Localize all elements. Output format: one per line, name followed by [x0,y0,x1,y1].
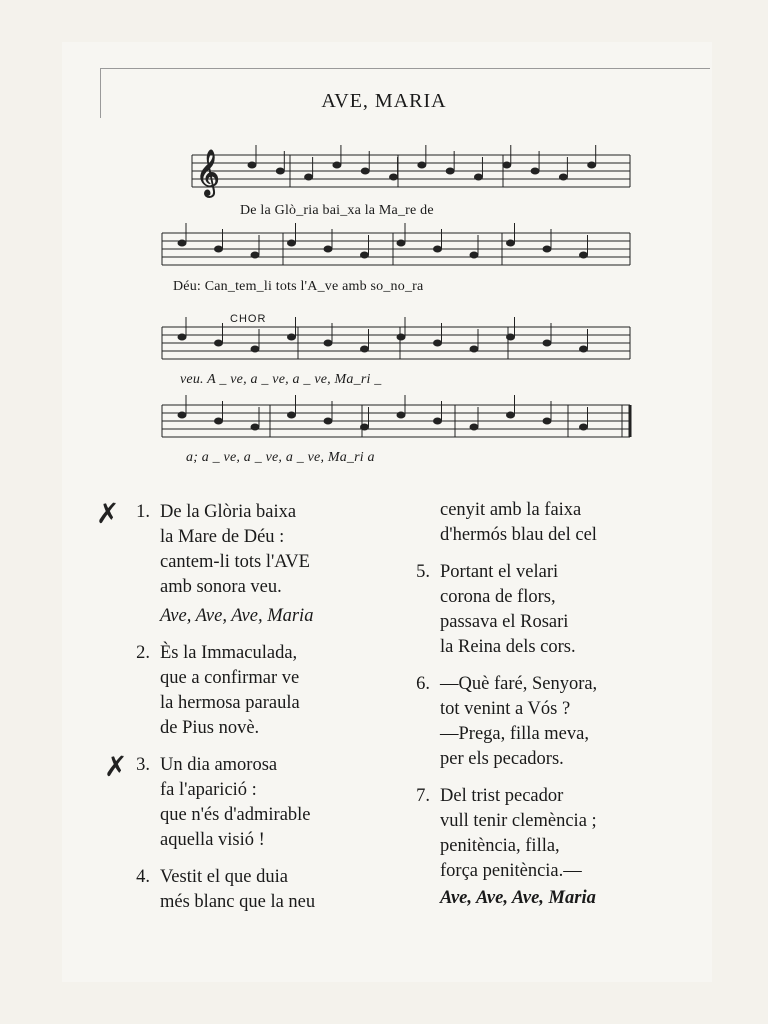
note-head [470,346,478,352]
note-head [588,162,596,168]
note-head [580,424,588,430]
verse-line: aquella visió ! [160,830,265,850]
refrain-line: Ave, Ave, Ave, Maria [160,606,314,626]
verse-4 [136,865,410,915]
note-head [543,246,551,252]
note-head [434,418,442,424]
treble-clef-icon: 𝄞 [196,150,220,196]
note-head [178,334,186,340]
page-title: AVE, MARIA [321,90,447,112]
note-head [333,162,341,168]
note-head [248,162,256,168]
verse-line: d'hermós blau del cel [440,525,597,545]
verse-line: tot venint a Vós ? [440,699,571,719]
note-head [507,412,515,418]
note-head [305,174,313,180]
note-head [397,334,405,340]
lyric-line-1: De la Glò_ria bai_xa la Ma_re de [240,203,434,218]
note-head [215,418,223,424]
note-head [361,168,369,174]
verse-number: 4. [136,867,150,887]
note-head [397,240,405,246]
note-head [470,424,478,430]
note-head [446,168,454,174]
lyric-line-4: a; a _ ve, a _ ve, a _ ve, Ma_ri a [186,450,375,465]
verses-left-column [136,500,410,925]
note-head [503,162,511,168]
note-head [251,252,259,258]
note-head [215,340,223,346]
note-head [276,168,284,174]
verse-number: 7. [416,786,430,806]
note-head [580,346,588,352]
note-head [397,412,405,418]
verse-line: Un dia amorosa [160,755,278,775]
verse-line: Portant el velari [440,562,559,582]
note-head [361,424,369,430]
music-score [0,0,768,480]
note-head [507,240,515,246]
note-head [324,418,332,424]
note-head [434,246,442,252]
note-head [531,168,539,174]
note-head [418,162,426,168]
lyric-line-2: Déu: Can_tem_li tots l'A_ve amb so_no_ra [173,279,424,294]
verse-line: amb sonora veu. [160,577,282,597]
note-head [543,340,551,346]
verse-line: —Prega, filla meva, [440,724,589,744]
verse-line: penitència, filla, [440,836,560,856]
note-head [251,346,259,352]
x-mark-icon: ✗ [96,497,120,530]
note-head [507,334,515,340]
note-head [474,174,482,180]
note-head [470,252,478,258]
verse-line: vull tenir clemència ; [440,811,597,831]
verse-6 [416,672,690,772]
verse-7 [416,784,690,911]
verse-line: passava el Rosari [440,612,569,632]
verse-number: 2. [136,643,150,663]
verse-number: 5. [416,562,430,582]
verse-2 [136,641,410,741]
verse-line: Del trist pecador [440,786,564,806]
note-head [288,240,296,246]
verse-line: Vestit el que duia [160,867,288,887]
verse-line: de Pius novè. [160,718,260,738]
verse-line: —Què faré, Senyora, [440,674,598,694]
verse-line: força penitència.— [440,861,582,881]
verse-line: més blanc que la neu [160,892,316,912]
refrain-line: Ave, Ave, Ave, Maria [440,888,596,908]
note-head [543,418,551,424]
verse-number: 1. [136,502,150,522]
verse-number: 3. [136,755,150,775]
note-head [361,346,369,352]
verse-line: De la Glòria baixa [160,502,297,522]
note-head [390,174,398,180]
verse-line: que n'és d'admirable [160,805,311,825]
note-head [288,334,296,340]
verse-line: la Reina dels cors. [440,637,576,657]
verse-4-continued [440,498,690,548]
note-head [178,412,186,418]
note-head [178,240,186,246]
note-head [324,340,332,346]
verse-line: Ès la Immaculada, [160,643,298,663]
verse-line: per els pecadors. [440,749,564,769]
note-head [580,252,588,258]
verses-right-column [416,498,690,921]
note-head [288,412,296,418]
verse-line: que a confirmar ve [160,668,300,688]
verse-line: corona de flors, [440,587,556,607]
note-head [361,252,369,258]
note-head [215,246,223,252]
verse-1 [136,500,410,629]
verse-line: cenyit amb la faixa [440,500,582,520]
verse-5 [416,560,690,660]
note-head [324,246,332,252]
verse-3 [136,753,410,853]
note-head [559,174,567,180]
lyric-line-3: veu. A _ ve, a _ ve, a _ ve, Ma_ri _ [180,372,382,387]
note-head [434,340,442,346]
verse-line: fa l'aparició : [160,780,257,800]
x-mark-icon: ✗ [104,750,128,783]
verse-line: la hermosa paraula [160,693,300,713]
verse-number: 6. [416,674,430,694]
verse-line: cantem-li tots l'AVE [160,552,310,572]
verse-line: la Mare de Déu : [160,527,285,547]
chor-label: CHOR [230,313,267,325]
note-head [251,424,259,430]
